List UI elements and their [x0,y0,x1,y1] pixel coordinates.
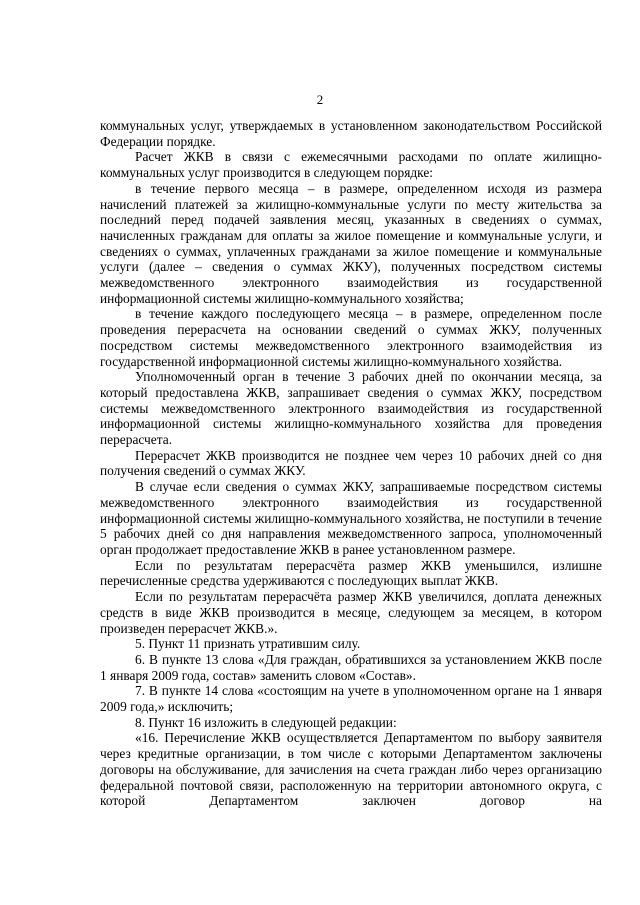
paragraph-first-month: в течение первого месяца – в размере, определенном исходя из размера начислений платежей за жилищно-коммунальные услуги по месту жительства за последний перед подачей заявления месяц, указанных в сведениях о суммах, начисленных гражданам для оплаты за жилое помещение и коммунальные услуги, и сведениях о суммах, уплаченных гражданами за жилое помещение и коммунальные услуги (далее – сведения о суммах ЖКУ), полученных посредством системы межведомственного электронного взаимодействия из государственной информационной системы жилищно-коммунального хозяйства; [100,180,602,306]
paragraph-subsequent-months: в течение каждого последующего месяца – в размере, определенном после проведения перерасчета на основании сведений о суммах ЖКУ, полученных посредством системы межведомственного электронного взаимодействия из государственной информационной системы жилищно-коммунального хозяйства. [100,306,602,369]
paragraph-request-info: Уполномоченный орган в течение 3 рабочих дней по окончании месяца, за который предоставлена ЖКВ, запрашивает сведения о суммах ЖКУ, посредством системы межведомственного электронного взаимодействия из государственной информационной системы жилищно-коммунального хозяйства для проведения перерасчета. [100,369,602,448]
paragraph-decrease: Если по результатам перерасчёта размер ЖКВ уменьшился, излишне перечисленные средства удерживаются с последующих выплат ЖКВ. [100,557,602,589]
page-number: 2 [316,92,324,107]
paragraph-item-7: 7. В пункте 14 слова «состоящим на учете в уполномоченном органе на 1 января 2009 года,» исключить; [100,683,602,715]
document-body [100,118,602,809]
paragraph-calculation-order: Расчет ЖКВ в связи с ежемесячными расходами по оплате жилищно-коммунальных услуг производится в следующем порядке: [100,149,602,181]
paragraph-item-5: 5. Пункт 11 признать утратившим силу. [135,636,361,652]
paragraph-item-8: 8. Пункт 16 изложить в следующей редакции: [135,714,397,730]
paragraph-increase: Если по результатам перерасчёта размер ЖКВ увеличился, доплата денежных средств в виде ЖКВ производится в месяце, следующем за месяцем, в котором произведен перерасчет ЖКВ.». [100,589,602,636]
paragraph-missing-info: В случае если сведения о суммах ЖКУ, запрашиваемые посредством системы межведомственного электронного взаимодействия из государственной информационной системы жилищно-коммунального хозяйства, не поступили в течение 5 рабочих дней со дня направления межведомственного запроса, уполномоченный орган продолжает предоставление ЖКВ в ранее установленном размере. [100,479,602,557]
paragraph-item-6: 6. В пункте 13 слова «Для граждан, обратившихся за установлением ЖКВ после 1 января 2009 года, состав» заменить словом «Состав». [100,651,602,683]
paragraph-item-16-text: «16. Перечисление ЖКВ осуществляется Департаментом по выбору заявителя через кредитные организации, в том числе с которыми Департаментом заключены договоры на обслуживание, для зачисления на счета граждан либо через организацию федеральной почтовой связи, расположенную на территории автономного округа, с которой Департаментом заключен договор на [100,730,602,809]
paragraph-continuation: коммунальных услуг, утверждаемых в установленном законодательством Российской Федерации порядке. [100,118,602,149]
paragraph-recalculation-deadline: Перерасчет ЖКВ производится не позднее чем через 10 рабочих дней со дня получения сведений о суммах ЖКУ. [100,447,602,479]
